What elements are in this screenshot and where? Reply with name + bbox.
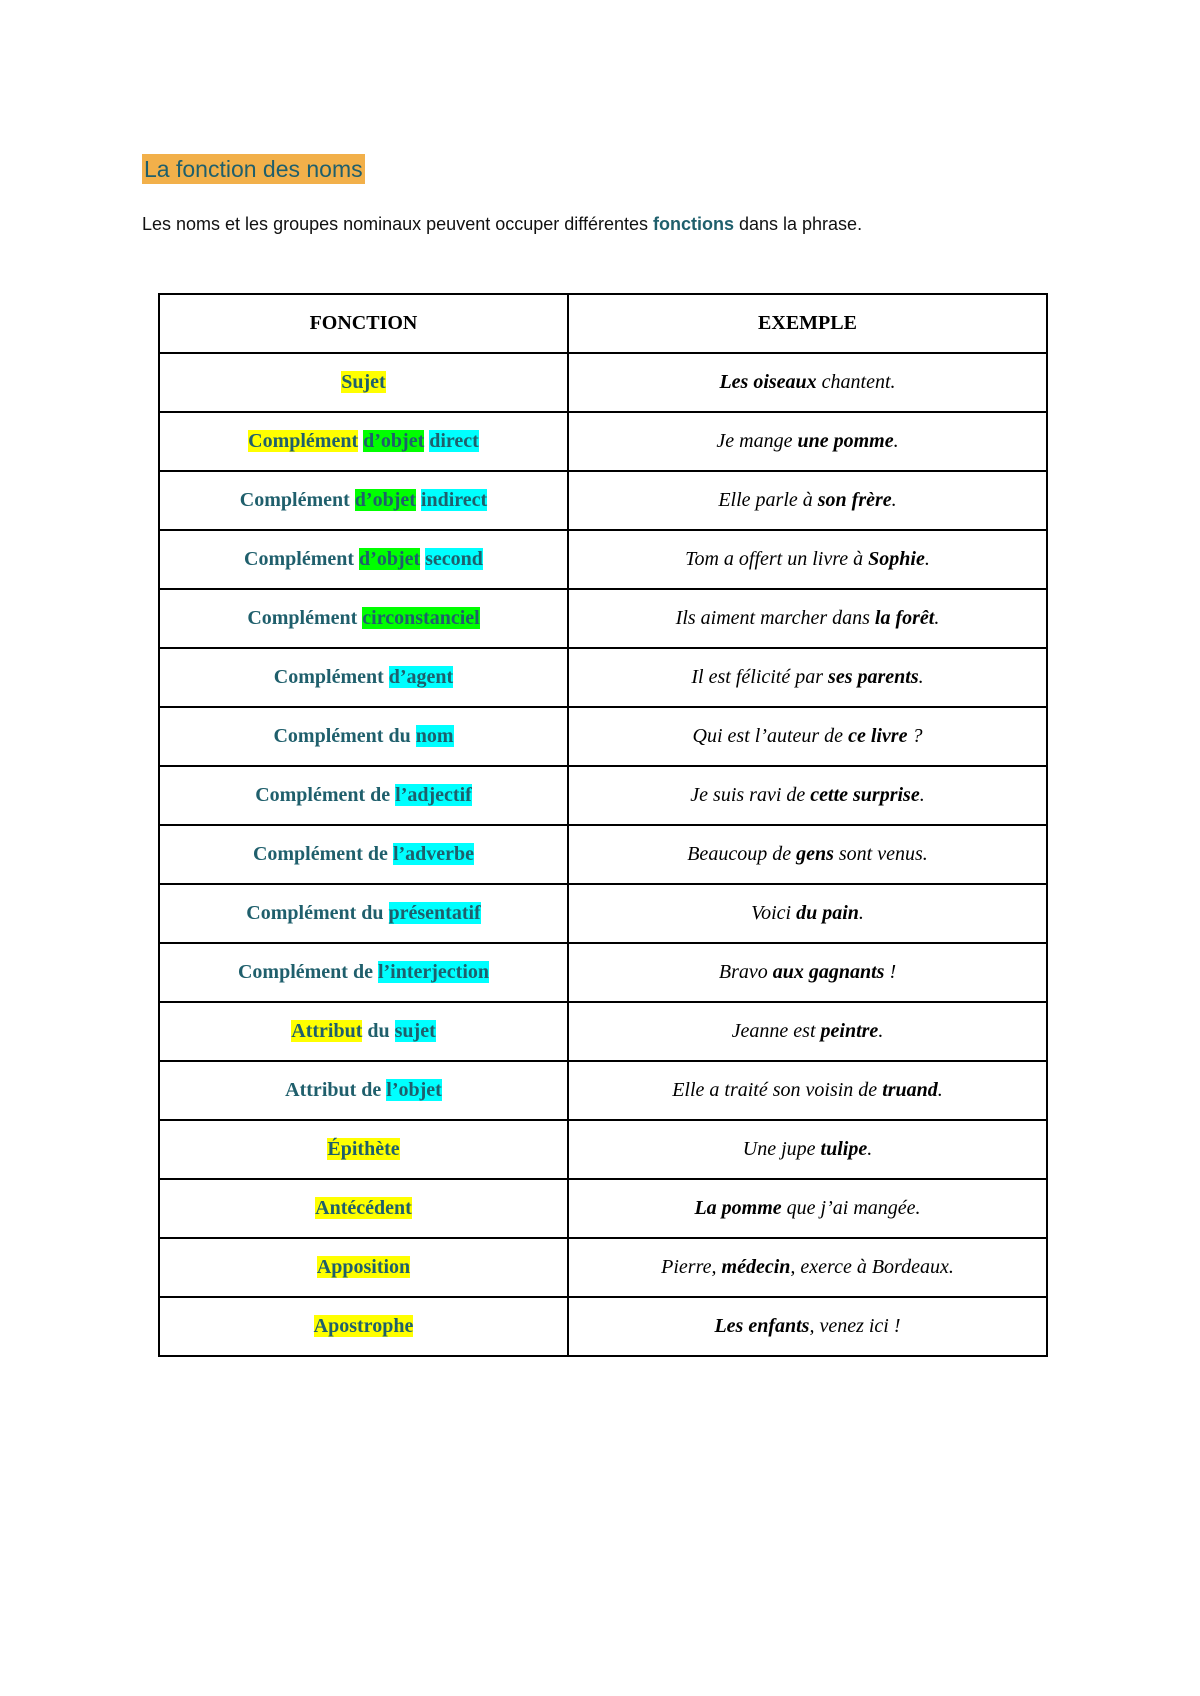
fonction-segment: indirect xyxy=(420,489,488,511)
fonction-segment: second xyxy=(425,548,483,570)
header-exemple: EXEMPLE xyxy=(568,294,1047,353)
exemple-segment: . xyxy=(878,1020,884,1042)
fonction-cell xyxy=(159,589,568,648)
exemple-segment: . xyxy=(893,430,899,452)
fonction-segment: Attribut xyxy=(291,1020,363,1042)
exemple-cell xyxy=(568,707,1047,766)
exemple-segment: sont venus. xyxy=(833,843,928,865)
table-row xyxy=(159,648,1047,707)
table-row xyxy=(159,707,1047,766)
fonction-segment: l’interjection xyxy=(377,961,490,983)
fonction-segment: l’objet xyxy=(386,1079,442,1101)
fonction-segment: d’objet xyxy=(354,489,416,511)
exemple-cell xyxy=(568,1002,1047,1061)
table-row xyxy=(159,1179,1047,1238)
exemple-segment: . xyxy=(919,784,925,806)
exemple-segment: gens xyxy=(796,843,834,865)
fonction-cell xyxy=(159,530,568,589)
fonction-segment: Épithète xyxy=(327,1138,400,1160)
fonction-cell xyxy=(159,1238,568,1297)
exemple-segment: cette surprise xyxy=(810,784,920,806)
table-row xyxy=(159,1002,1047,1061)
fonction-segment: l’adjectif xyxy=(395,784,472,806)
table-row xyxy=(159,1297,1047,1356)
fonction-segment: Apposition xyxy=(316,1256,411,1278)
exemple-segment: La pomme xyxy=(694,1197,782,1219)
exemple-segment: tulipe xyxy=(820,1138,868,1160)
fonction-segment: d’objet xyxy=(359,548,421,570)
fonction-cell xyxy=(159,1120,568,1179)
exemple-segment: Ils aiment marcher dans xyxy=(675,607,875,629)
fonction-segment: Complément de xyxy=(252,843,393,865)
exemple-segment: la forêt xyxy=(874,607,935,629)
exemple-segment: . xyxy=(867,1138,873,1160)
exemple-cell xyxy=(568,353,1047,412)
fonction-segment: Complément xyxy=(239,489,355,511)
exemple-segment: Voici xyxy=(751,902,797,924)
fonction-segment: Complément xyxy=(248,430,359,452)
fonction-cell xyxy=(159,1061,568,1120)
exemple-segment: ! xyxy=(884,961,897,983)
exemple-cell xyxy=(568,471,1047,530)
exemple-cell xyxy=(568,530,1047,589)
exemple-cell xyxy=(568,943,1047,1002)
fonction-segment: Complément de xyxy=(255,784,396,806)
fonction-cell xyxy=(159,471,568,530)
fonction-segment: l’adverbe xyxy=(392,843,475,865)
table-body xyxy=(159,353,1047,1356)
exemple-segment: Elle parle à xyxy=(718,489,818,511)
fonction-cell xyxy=(159,648,568,707)
exemple-segment: Je mange xyxy=(716,430,798,452)
fonction-segment: sujet xyxy=(394,1020,436,1042)
exemple-segment: Tom a offert un livre à xyxy=(685,548,869,570)
table-row xyxy=(159,943,1047,1002)
exemple-segment: . xyxy=(924,548,930,570)
exemple-segment: Les enfants xyxy=(714,1315,810,1337)
exemple-cell xyxy=(568,884,1047,943)
fonction-segment: Complément du xyxy=(273,725,416,747)
fonction-segment: Attribut de xyxy=(285,1079,387,1101)
page-title: La fonction des noms xyxy=(144,156,363,182)
exemple-cell xyxy=(568,589,1047,648)
exemple-segment: Je suis ravi de xyxy=(690,784,811,806)
exemple-cell xyxy=(568,648,1047,707)
exemple-segment: médecin xyxy=(721,1256,791,1278)
exemple-segment: . xyxy=(858,902,864,924)
fonction-segment: circonstanciel xyxy=(362,607,480,629)
fonction-cell xyxy=(159,353,568,412)
exemple-cell xyxy=(568,1061,1047,1120)
exemple-segment: truand xyxy=(882,1079,938,1101)
exemple-segment: . xyxy=(934,607,940,629)
fonction-segment: Complément du xyxy=(246,902,389,924)
table-row xyxy=(159,412,1047,471)
exemple-cell xyxy=(568,1120,1047,1179)
table-row xyxy=(159,825,1047,884)
fonction-cell xyxy=(159,884,568,943)
table-row xyxy=(159,589,1047,648)
exemple-segment: Pierre, xyxy=(661,1256,722,1278)
table-row xyxy=(159,884,1047,943)
table-row xyxy=(159,766,1047,825)
fonction-cell xyxy=(159,1002,568,1061)
table-row xyxy=(159,471,1047,530)
fonction-segment: Complément xyxy=(244,548,360,570)
fonction-cell xyxy=(159,943,568,1002)
fonction-cell xyxy=(159,1297,568,1356)
exemple-segment: du pain xyxy=(796,902,859,924)
exemple-segment: Bravo xyxy=(718,961,773,983)
exemple-segment: Elle a traité son voisin de xyxy=(672,1079,883,1101)
table-header-row xyxy=(159,294,1047,353)
exemple-segment: Beaucoup de xyxy=(687,843,797,865)
exemple-segment: une pomme xyxy=(797,430,894,452)
exemple-segment: Jeanne est xyxy=(731,1020,821,1042)
table-row xyxy=(159,1061,1047,1120)
exemple-segment: Une jupe xyxy=(742,1138,821,1160)
exemple-segment: ce livre xyxy=(848,725,908,747)
exemple-segment: . xyxy=(937,1079,943,1101)
fonction-segment: Apostrophe xyxy=(313,1315,414,1337)
table-row xyxy=(159,1120,1047,1179)
exemple-segment: ses parents xyxy=(828,666,919,688)
exemple-cell xyxy=(568,1179,1047,1238)
exemple-segment: Il est félicité par xyxy=(691,666,829,688)
fonction-segment: d’agent xyxy=(388,666,454,688)
exemple-segment: ? xyxy=(907,725,923,747)
table-row xyxy=(159,353,1047,412)
fonction-segment: direct xyxy=(429,430,479,452)
fonction-segment: Sujet xyxy=(341,371,386,393)
exemple-segment: . xyxy=(891,489,897,511)
intro-keyword: fonctions xyxy=(652,214,734,234)
intro-text-after: dans la phrase. xyxy=(733,214,863,234)
fonction-segment: présentatif xyxy=(388,902,481,924)
exemple-segment: son frère xyxy=(817,489,892,511)
exemple-segment: , exerce à Bordeaux. xyxy=(790,1256,954,1278)
fonction-segment: d’objet xyxy=(363,430,425,452)
intro-text-before: Les noms et les groupes nominaux peuvent occuper différentes xyxy=(142,214,653,234)
table-row xyxy=(159,530,1047,589)
exemple-cell xyxy=(568,766,1047,825)
exemple-cell xyxy=(568,412,1047,471)
exemple-cell xyxy=(568,825,1047,884)
intro-paragraph xyxy=(142,212,862,236)
fonction-cell xyxy=(159,412,568,471)
fonction-segment: du xyxy=(362,1020,395,1042)
fonction-segment: Complément xyxy=(247,607,363,629)
fonction-segment: Complément xyxy=(273,666,389,688)
exemple-segment: . xyxy=(918,666,924,688)
fonction-cell xyxy=(159,1179,568,1238)
exemple-segment: , venez ici ! xyxy=(809,1315,901,1337)
exemple-segment: peintre xyxy=(820,1020,879,1042)
fonction-cell xyxy=(159,825,568,884)
fonction-cell xyxy=(159,766,568,825)
fonction-segment: Complément de xyxy=(237,961,378,983)
fonction-segment: nom xyxy=(415,725,454,747)
exemple-segment: Les oiseaux xyxy=(719,371,817,393)
exemple-cell xyxy=(568,1297,1047,1356)
header-fonction: FONCTION xyxy=(159,294,568,353)
functions-table xyxy=(158,293,1048,1357)
table-row xyxy=(159,1238,1047,1297)
exemple-segment: Qui est l’auteur de xyxy=(692,725,849,747)
fonction-cell xyxy=(159,707,568,766)
fonction-segment: Antécédent xyxy=(315,1197,412,1219)
exemple-segment: aux gagnants xyxy=(772,961,885,983)
exemple-segment: Sophie xyxy=(868,548,925,570)
exemple-segment: que j’ai mangée. xyxy=(781,1197,921,1219)
exemple-cell xyxy=(568,1238,1047,1297)
exemple-segment: chantent. xyxy=(816,371,896,393)
